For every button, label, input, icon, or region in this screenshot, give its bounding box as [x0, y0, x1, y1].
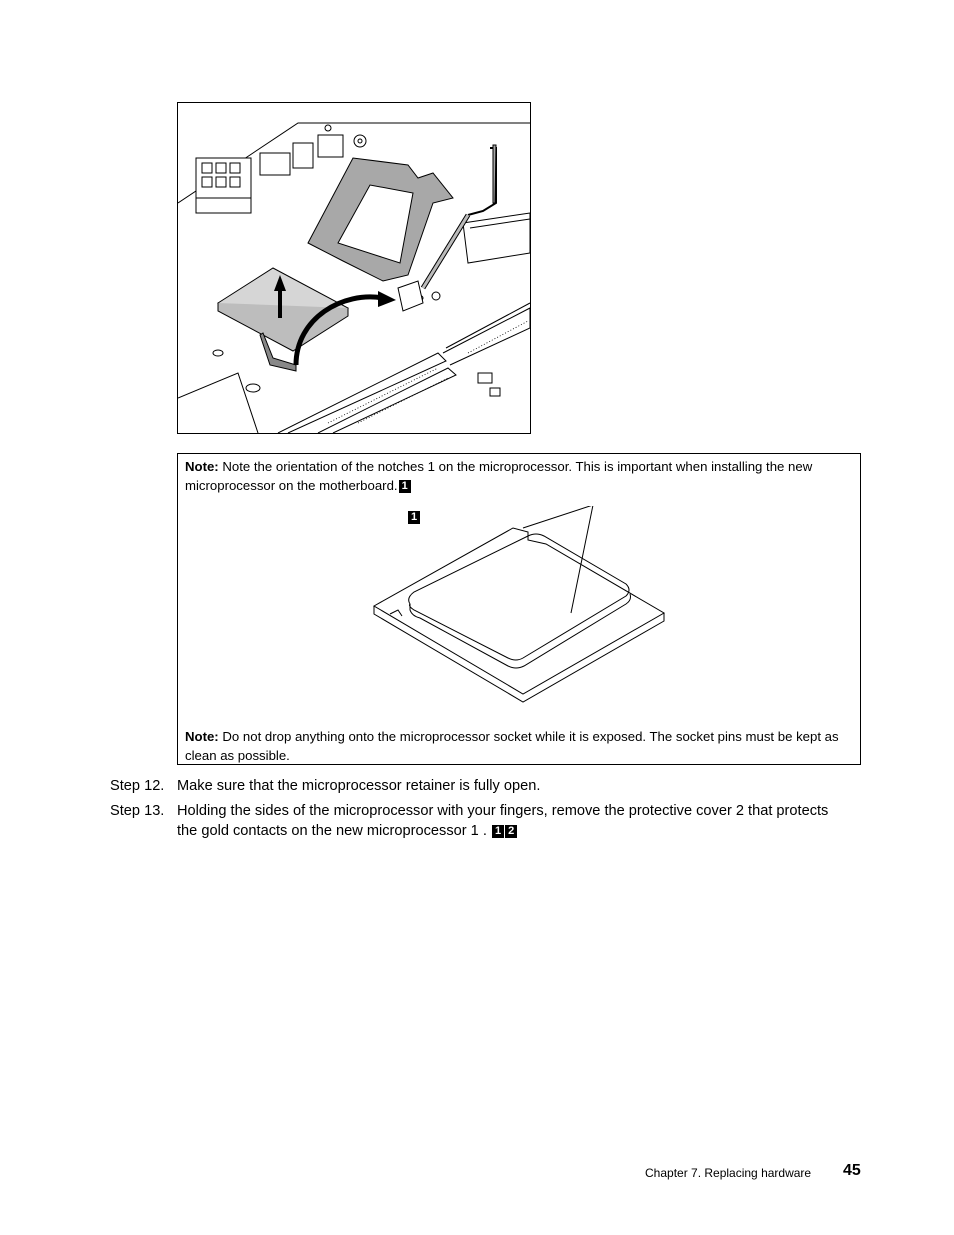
note-text: Do not drop anything onto the microprocessor socket while it is exposed. The socket pins must be kept as clean as possible.	[185, 729, 839, 763]
step-label: Step 12.	[110, 778, 165, 794]
step-12	[110, 776, 850, 796]
footer-chapter: Chapter 7. Replacing hardware	[645, 1166, 812, 1180]
note-text: Note the orientation of the notches 1 on the microprocessor. This is important when installing the new microprocessor on the motherboard.	[185, 459, 813, 493]
step-13	[110, 801, 850, 841]
microprocessor-drawing	[368, 506, 848, 706]
motherboard-socket-illustration	[177, 102, 531, 434]
notch-callout-badge: 1	[408, 511, 420, 524]
note-box	[177, 453, 861, 765]
step-text: Make sure that the microprocessor retainer is fully open.	[177, 778, 541, 794]
microprocessor-illustration	[368, 506, 848, 711]
callout-badge: 1	[492, 825, 504, 838]
step-label: Step 13.	[110, 803, 165, 819]
step-text: Holding the sides of the microprocessor with your fingers, remove the protective cover 2 that protects the gold contacts on the new microprocessor 1 .	[177, 803, 829, 839]
motherboard-socket-drawing	[178, 103, 530, 433]
step-body	[177, 801, 850, 841]
note-label: Note:	[185, 729, 219, 744]
note-orientation	[185, 457, 845, 495]
note-socket-warning	[185, 727, 845, 765]
page-number: 45	[843, 1162, 861, 1179]
callout-badge: 2	[505, 825, 517, 838]
note-label: Note:	[185, 459, 219, 474]
callout-badge: 1	[399, 480, 411, 493]
